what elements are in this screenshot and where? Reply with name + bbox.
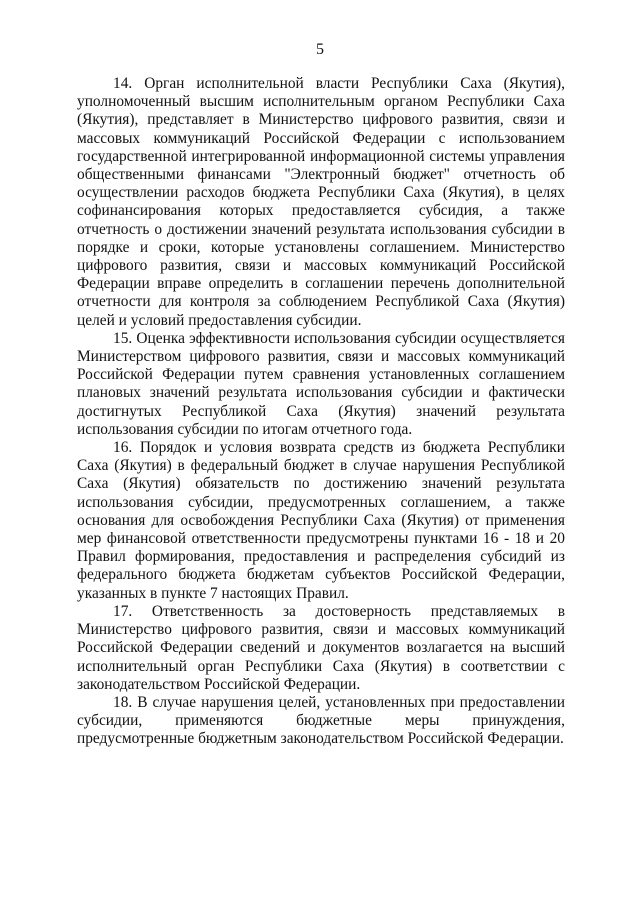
paragraph-14: 14. Орган исполнительной власти Республики Саха (Якутия), уполномоченный высшим исполнительным органом Республики Саха (Якутия), представляет в Министерство цифрового развития, связи и массовых коммуникаций Российской Федерации с использованием государственной интегрированной информационной системы управления общественными финансами "Электронный бюджет" отчетность об осуществлении расходов бюджета Республики Саха (Якутия), в целях софинансирования которых предоставляется субсидия, а также отчетность о достижении значений результата использования субсидии в порядке и сроки, которые установлены соглашением. Министерство цифрового развития, связи и массовых коммуникаций Российской Федерации вправе определить в соглашении перечень дополнительной отчетности для контроля за соблюдением Республикой Саха (Якутия) целей и условий предоставления субсидии.: [77, 75, 565, 329]
paragraph-16: 16. Порядок и условия возврата средств из бюджета Республики Саха (Якутия) в федеральный бюджет в случае нарушения Республикой Саха (Якутия) обязательств по достижению значений результата использования субсидии, предусмотренных соглашением, а также основания для освобождения Республики Саха (Якутия) от применения мер финансовой ответственности предусмотрены пунктами 16 - 18 и 20 Правил формирования, предоставления и распределения субсидий из федерального бюджета бюджетам субъектов Российской Федерации, указанных в пункте 7 настоящих Правил.: [77, 439, 565, 602]
paragraph-18: 18. В случае нарушения целей, установленных при предоставлении субсидии, применяются бюджетные меры принуждения, предусмотренные бюджетным законодательством Российской Федерации.: [77, 693, 565, 748]
paragraph-15: 15. Оценка эффективности использования субсидии осуществляется Министерством цифрового развития, связи и массовых коммуникаций Российской Федерации путем сравнения установленных соглашением плановых значений результата использования субсидии и фактически достигнутых Республикой Саха (Якутия) значений результата использования субсидии по итогам отчетного года.: [77, 329, 565, 438]
document-body: [77, 75, 565, 749]
page-number: 5: [316, 41, 324, 58]
paragraph-17: 17. Ответственность за достоверность представляемых в Министерство цифрового развития, связи и массовых коммуникаций Российской Федерации сведений и документов возлагается на высший исполнительный орган Республики Саха (Якутия) в соответствии с законодательством Российской Федерации.: [77, 602, 565, 693]
